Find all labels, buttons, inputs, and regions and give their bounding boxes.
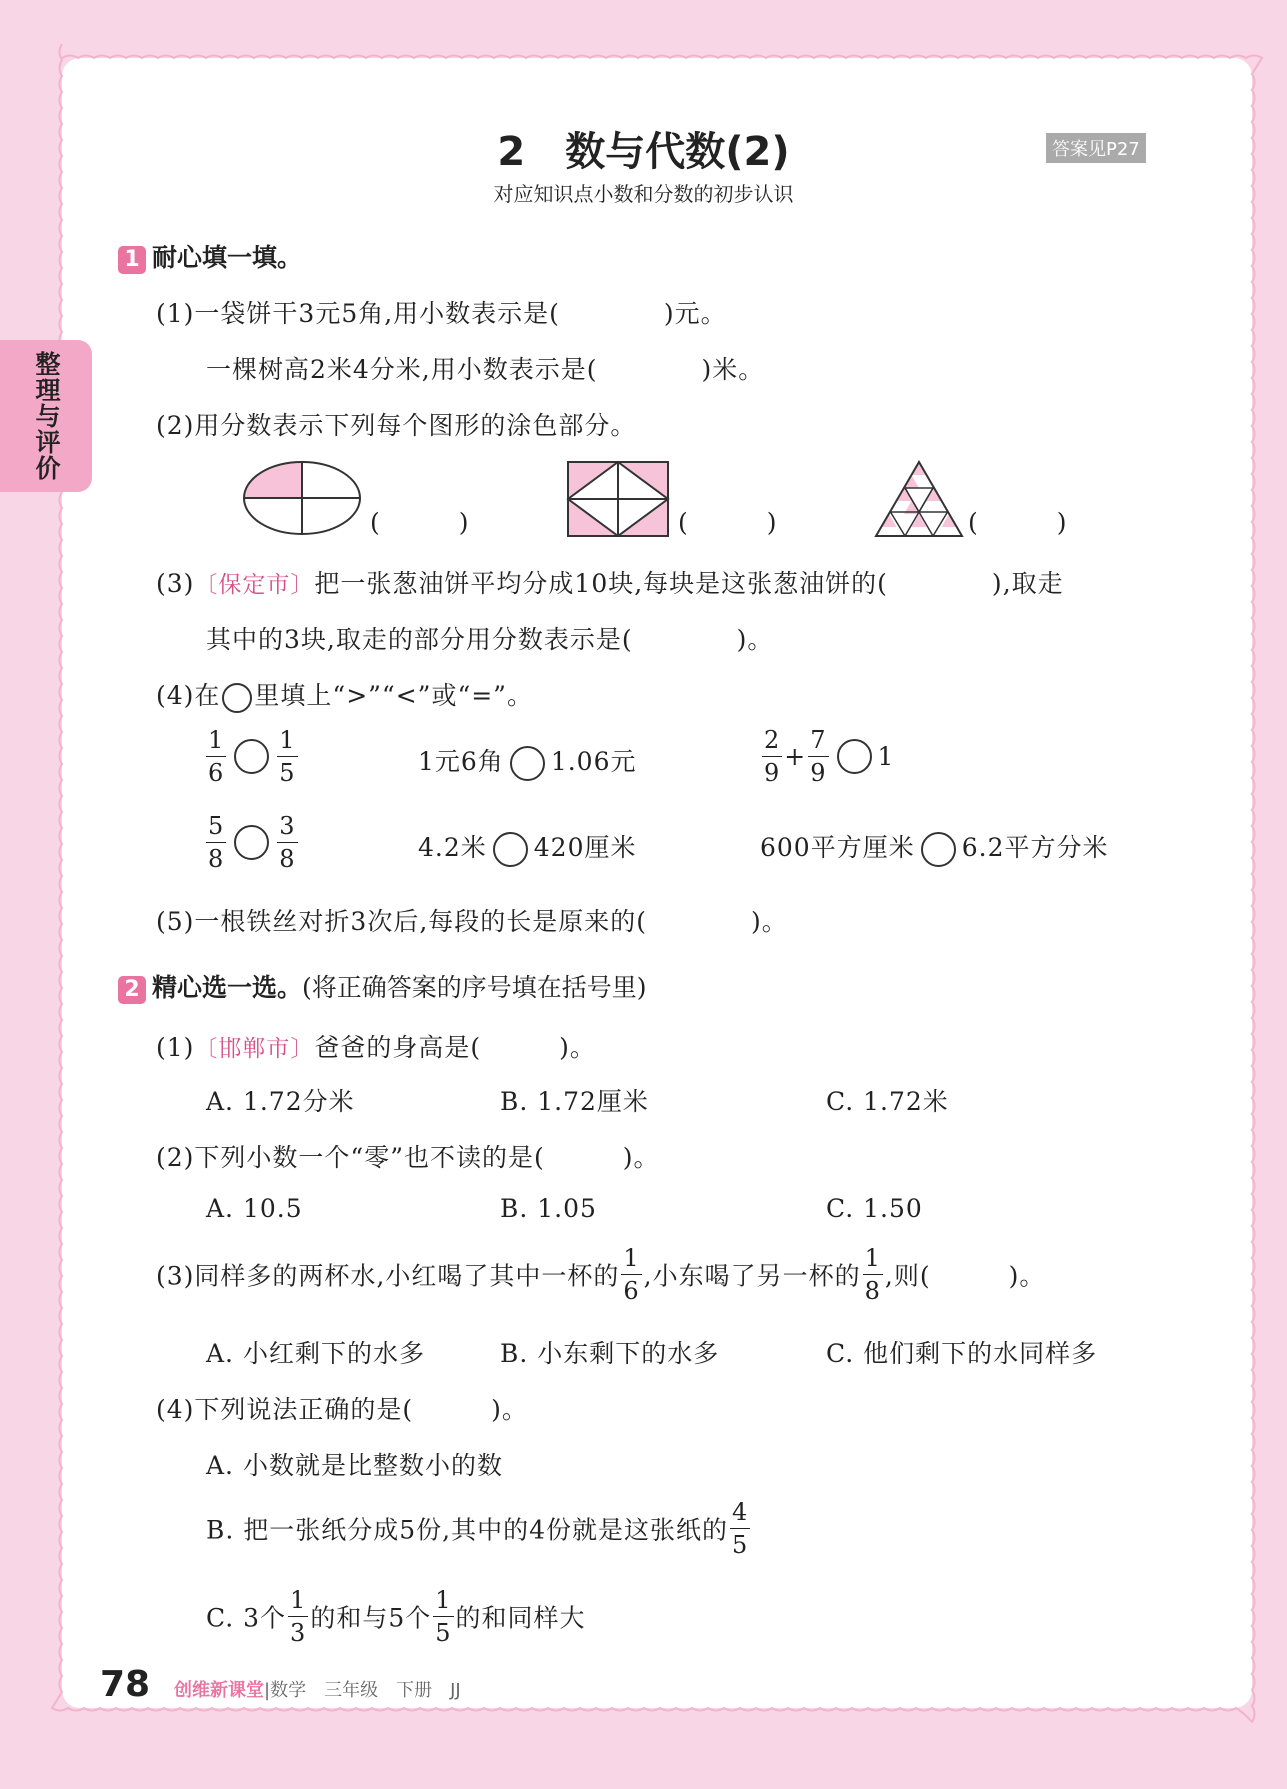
page-subtitle: 对应知识点小数和分数的初步认识 [493,182,794,206]
rectangle-figure [566,460,670,538]
s1-q3-prefix: (3) [156,569,195,598]
s2-q1-city: 〔邯郸市〕 [194,1036,315,1062]
side-tab [0,340,92,492]
fraction: $\frac{1}{5}$ [279,726,296,787]
s2-q1-prefix: (1) [156,1033,195,1062]
section2-number: 2 [118,976,146,1004]
compare-r1c2 [418,742,636,781]
ellipse-figure [240,458,365,540]
fraction: $\frac{1}{6}$ [208,726,225,787]
compare-circle-1[interactable] [234,739,269,774]
s2-q4: (4)下列说法正确的是( )。 [156,1395,528,1424]
compare-left: 1元6角 [418,747,504,776]
s2-q4-option-a[interactable]: A. 小数就是比整数小的数 [206,1451,503,1480]
fraction: $\frac{7}{9}$ [810,726,827,787]
s1-q2-answer-2[interactable]: ( ) [678,508,778,537]
section2-heading [118,968,647,1004]
s1-q1b: 一棵树高2米4分米,用小数表示是( )米。 [206,355,765,384]
s2-q2-option-a[interactable]: A. 10.5 [206,1194,303,1223]
compare-r2c2 [418,828,636,867]
answer-reference: 答案见P27 [1046,133,1146,163]
s2-q1-option-a[interactable]: A. 1.72分米 [206,1087,355,1116]
compare-left: 600平方厘米 [760,833,915,862]
s1-q4-pre: (4)在 [156,681,221,710]
s1-q1a: (1)一袋饼干3元5角,用小数表示是( )元。 [156,299,727,328]
fraction: $\frac{1}{5}$ [435,1586,452,1647]
s1-q3b: 其中的3块,取走的部分用分数表示是( )。 [206,625,774,654]
s1-q2-answer-3[interactable]: ( ) [968,508,1068,537]
compare-right: 1.06元 [550,747,637,776]
s2-q4-c-text-c: 的和同样大 [455,1603,586,1633]
section1-heading [118,238,302,274]
compare-circle-5[interactable] [493,832,528,867]
compare-circle-6[interactable] [921,832,956,867]
compare-right: 1 [877,742,895,771]
compare-r2c1 [204,814,300,871]
fraction: $\frac{3}{8}$ [279,812,296,873]
s2-q4-c-text-a: C. 3个 [206,1603,287,1633]
s1-q2: (2)用分数表示下列每个图形的涂色部分。 [156,411,637,440]
footer-info [174,1676,461,1702]
fraction: $\frac{1}{6}$ [623,1244,640,1305]
footer-brand: 创维新课堂 [174,1680,264,1701]
fraction: $\frac{2}{9}$ [764,726,781,787]
s2-q2-option-c[interactable]: C. 1.50 [826,1194,923,1223]
s2-q3-text-b: ,小东喝了另一杯的 [643,1261,861,1291]
s1-q4 [156,676,533,713]
s1-q3-city: 〔保定市〕 [194,572,315,598]
s2-q4-option-b[interactable] [206,1500,752,1557]
page-number: 78 [100,1664,151,1705]
s2-q3-text-a: (3)同样多的两杯水,小红喝了其中一杯的 [156,1261,620,1291]
compare-circle-2[interactable] [510,746,545,781]
plus-sign: + [784,742,807,771]
s1-q3 [156,564,1064,600]
compare-right: 420厘米 [533,833,637,862]
section1-number: 1 [118,246,146,274]
s1-q2-answer-1[interactable]: ( ) [370,508,470,537]
s2-q1-option-b[interactable]: B. 1.72厘米 [500,1087,649,1116]
s2-q1 [156,1028,596,1064]
s2-q3-option-b[interactable]: B. 小东剩下的水多 [500,1339,720,1368]
s2-q2-option-b[interactable]: B. 1.05 [500,1194,597,1223]
fraction: $\frac{4}{5}$ [732,1498,749,1559]
triangle-figure [874,460,964,538]
s2-q3-text-c: ,则( )。 [884,1261,1046,1291]
s2-q3-option-a[interactable]: A. 小红剩下的水多 [206,1339,425,1368]
s2-q4-c-text-b: 的和与5个 [310,1603,432,1633]
compare-left: 4.2米 [418,833,487,862]
s1-q5: (5)一根铁丝对折3次后,每段的长是原来的( )。 [156,907,788,936]
section2-note: (将正确答案的序号填在括号里) [302,973,647,1002]
s2-q1-text: 爸爸的身高是( )。 [314,1033,596,1062]
s2-q1-option-c[interactable]: C. 1.72米 [826,1087,949,1116]
compare-right: 6.2平方分米 [961,833,1109,862]
section1-title: 耐心填一填。 [152,243,303,272]
circle-icon [222,683,252,713]
s1-q3-text: 把一张葱油饼平均分成10块,每块是这张葱油饼的( ),取走 [314,569,1064,598]
page-title: 2 数与代数(2) [497,129,790,175]
s2-q2: (2)下列小数一个“零”也不读的是( )。 [156,1143,660,1172]
s2-q3-option-c[interactable]: C. 他们剩下的水同样多 [826,1339,1098,1368]
compare-r2c3 [760,828,1108,867]
s2-q3 [156,1246,1045,1303]
s2-q4-option-c[interactable] [206,1588,586,1645]
compare-r1c3 [760,728,894,785]
footer-details: |数学 三年级 下册 JJ [264,1680,461,1701]
fraction: $\frac{1}{8}$ [864,1244,881,1305]
s1-q4-post: 里填上“>”“<”或“=”。 [254,681,533,710]
compare-circle-4[interactable] [234,825,269,860]
side-tab-label: 整理与评价 [32,351,61,481]
fraction: $\frac{1}{3}$ [290,1586,307,1647]
s2-q4-b-text: B. 把一张纸分成5份,其中的4份就是这张纸的 [206,1515,729,1545]
compare-circle-3[interactable] [837,739,872,774]
fraction: $\frac{5}{8}$ [208,812,225,873]
section2-title: 精心选一选。 [152,973,303,1002]
compare-r1c1 [204,728,300,785]
